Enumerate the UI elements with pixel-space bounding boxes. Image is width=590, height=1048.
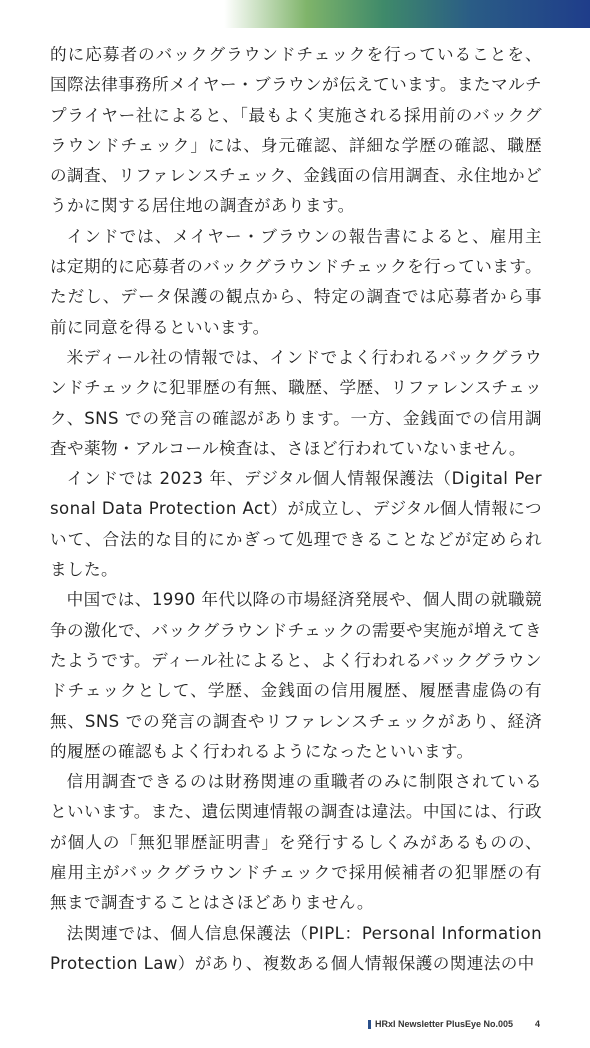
header-gradient-bar [0, 0, 590, 28]
article-body [50, 40, 542, 979]
page-footer [0, 1018, 590, 1034]
newsletter-label: HRxI Newsletter PlusEye No.005 [375, 1019, 514, 1029]
paragraph-5: 中国では、1990 年代以降の市場経済発展や、個人間の就職競争の激化で、バックグラウンドチェックの需要や実施が増えてきたようです。ディール社によると、よく行われるバックグラウンドチェックとして、学歴、金銭面の信用履歴、履歴書虚偽の有無、SNS での発言の調査やリファレンスチェックがあり、経済的履歴の確認もよく行われるようになったといいます。 [50, 590, 542, 761]
footer-marker-icon [368, 1020, 371, 1029]
paragraph-6: 信用調査できるのは財務関連の重職者のみに制限されているといいます。また、遺伝関連情報の調査は違法。中国には、行政が個人の「無犯罪歴証明書」を発行するしくみがあるものの、雇用主がバックグラウンドチェックで採用候補者の犯罪歴の有無まで調査することはさほどありません。 [50, 772, 542, 913]
paragraph-4: インドでは 2023 年、デジタル個人情報保護法（Digital Personal Data Protection Act）が成立し、デジタル個人情報について、合法的な目的にかぎって処理できることなどが定められました。 [50, 469, 542, 580]
paragraph-3: 米ディール社の情報では、インドでよく行われるバックグラウンドチェックに犯罪歴の有無、職歴、学歴、リファレンスチェック、SNS での発言の確認があります。一方、金銭面での信用調査や薬物・アルコール検査は、さほど行われていないません。 [50, 347, 542, 458]
paragraph-1: 的に応募者のバックグラウンドチェックを行っていることを、国際法律事務所メイヤー・ブラウンが伝えています。またマルチプライヤー社によると、「最もよく実施される採用前のバックグラウンドチェック」には、身元確認、詳細な学歴の確認、職歴の調査、リファレンスチェック、金銭面の信用調査、永住地かどうかに関する居住地の調査があります。 [50, 45, 542, 216]
paragraph-7: 法関連では、個人信息保護法（PIPL：Personal Information Protection Law）があり、複数ある個人情報保護の関連法の中 [50, 923, 542, 973]
page-number: 4 [535, 1019, 541, 1029]
paragraph-2: インドでは、メイヤー・ブラウンの報告書によると、雇用主は定期的に応募者のバックグラウンドチェックを行っています。ただし、データ保護の観点から、特定の調査では応募者から事前に同意を得るといいます。 [50, 226, 542, 337]
